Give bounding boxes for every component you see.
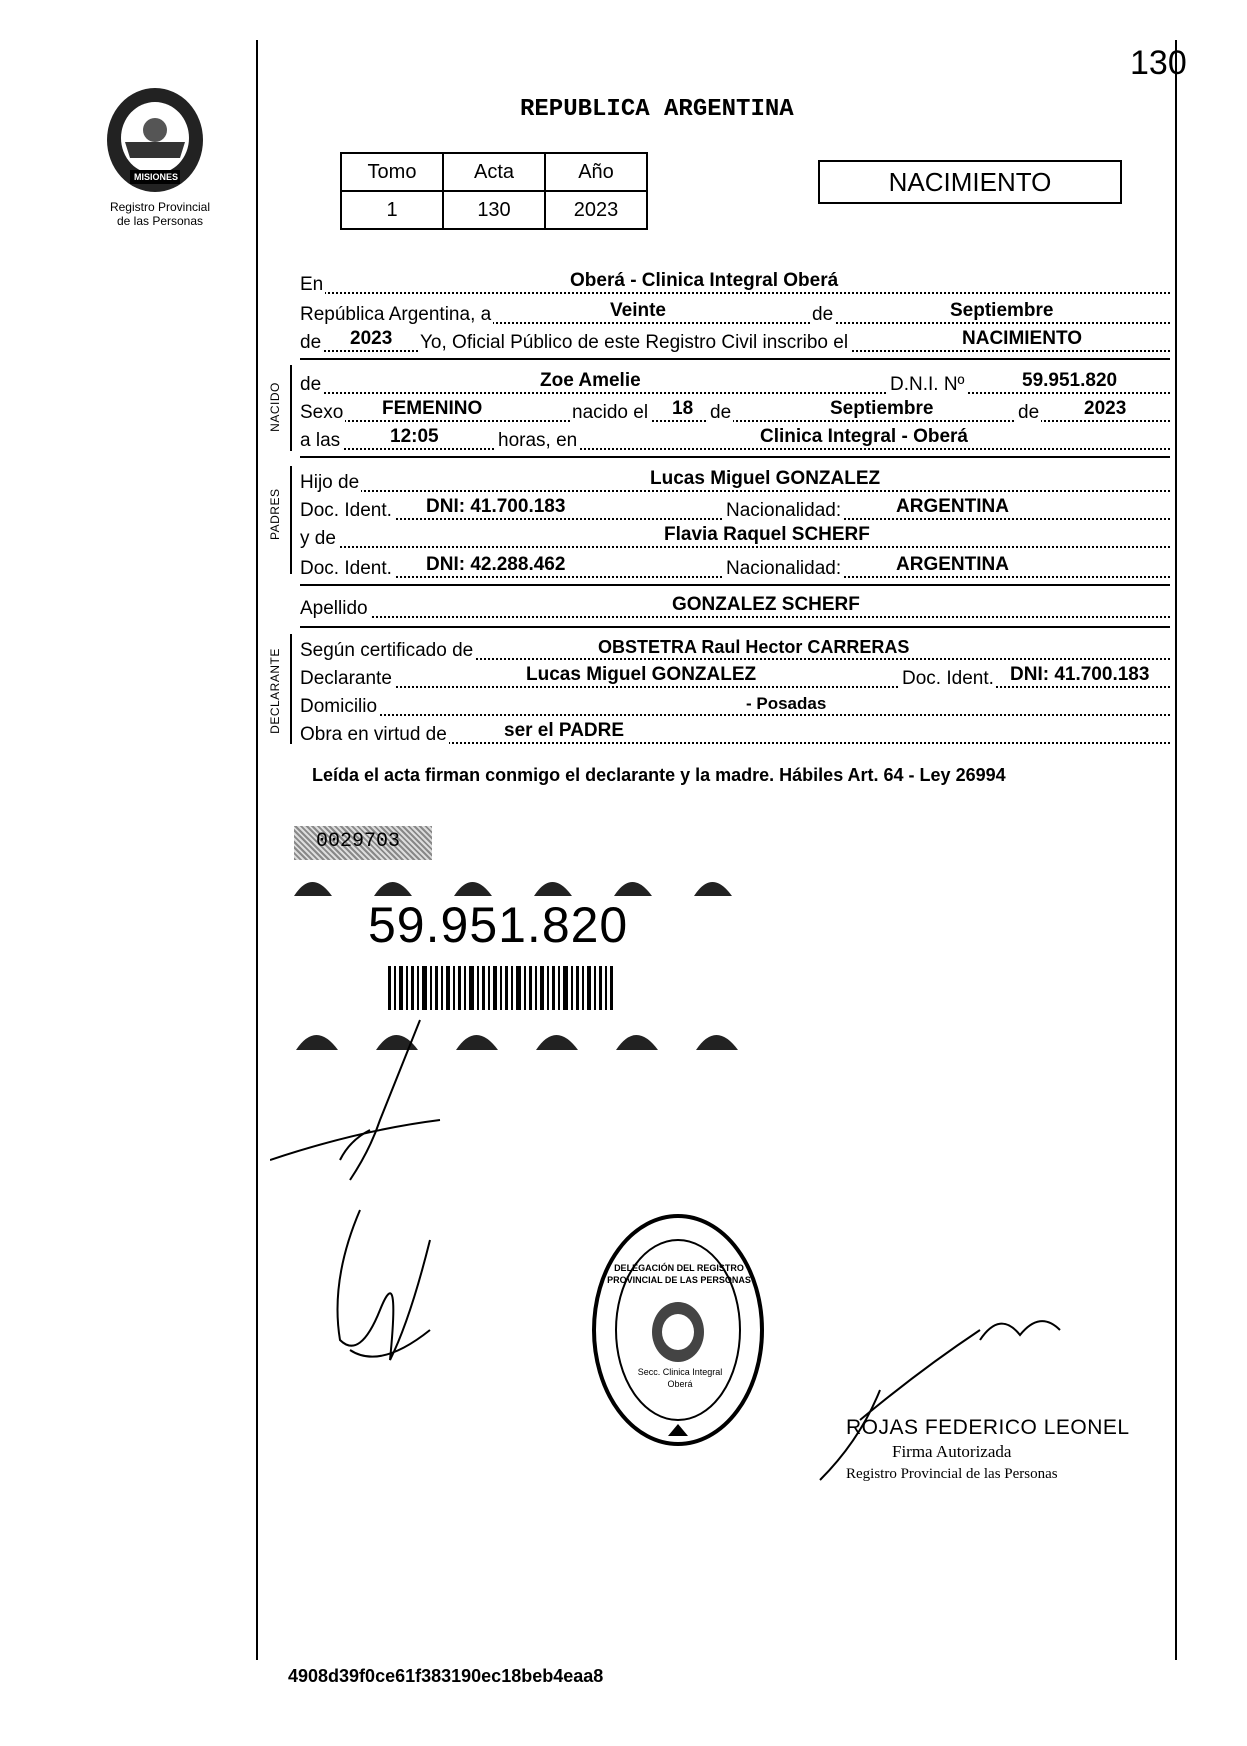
value-obra: ser el PADRE (504, 720, 625, 741)
statement-text: Yo, Oficial Público de este Registro Civil inscribo el (420, 332, 849, 353)
label-declarante: Declarante (300, 668, 392, 689)
divider-nacido (300, 456, 1170, 458)
label-obra: Obra en virtud de (300, 724, 447, 745)
section-declarante-label: DECLARANTE (268, 648, 282, 734)
logo-caption-2: de las Personas (116, 214, 204, 228)
label-horas-en: horas, en (498, 430, 578, 451)
row-nacido-sexo (300, 396, 1170, 426)
label-mother-doc: Doc. Ident. (300, 558, 392, 579)
value-event: NACIMIENTO (962, 328, 1082, 349)
row-obra (300, 718, 1170, 748)
row-mother-doc (300, 552, 1170, 582)
header-acta: Acta (443, 153, 545, 191)
seal-inner-text: Secc. Clinica Integral Oberá (637, 1367, 723, 1389)
signature-mother-icon (320, 1200, 450, 1370)
divider-apellido (300, 626, 1170, 628)
stamp-small-code: 0029703 (316, 830, 401, 853)
value-domicilio: - Posadas (746, 694, 827, 713)
row-en (300, 268, 1170, 298)
label-father-doc: Doc. Ident. (300, 500, 392, 521)
value-acta: 130 (443, 191, 545, 229)
official-registry: Registro Provincial de las Personas (846, 1466, 1058, 1482)
value-day: 18 (672, 398, 694, 419)
document-title: REPUBLICA ARGENTINA (520, 96, 794, 123)
logo-bottom-text: MISIONES (134, 172, 179, 182)
record-type-box: NACIMIENTO (818, 160, 1122, 204)
label-a-las: a las (300, 430, 341, 451)
label-en: En (300, 274, 324, 295)
ornament-top-icon (292, 868, 752, 898)
value-certificado: OBSTETRA Raul Hector CARRERAS (598, 637, 910, 657)
label-de: de (812, 304, 834, 325)
divider-padres (300, 584, 1170, 586)
label-decl-doc: Doc. Ident. (902, 668, 994, 689)
section-padres-label: PADRES (268, 488, 282, 540)
label-apellido: Apellido (300, 598, 368, 619)
label-de-name: de (300, 374, 322, 395)
value-ano: 2023 (545, 191, 647, 229)
value-tomo: 1 (341, 191, 443, 229)
header-tomo: Tomo (341, 153, 443, 191)
record-table (340, 152, 648, 230)
row-apellido (300, 592, 1170, 622)
value-decl-doc: DNI: 41.700.183 (1010, 664, 1150, 685)
value-child-dni: 59.951.820 (1022, 370, 1118, 391)
label-de-3: de (710, 402, 732, 423)
value-sexo: FEMENINO (382, 398, 483, 419)
page-number: 130 (1130, 44, 1187, 82)
label-de-4: de (1018, 402, 1040, 423)
row-year-statement (300, 326, 1170, 356)
province-logo (100, 80, 210, 195)
row-domicilio (300, 690, 1170, 720)
row-father-doc (300, 494, 1170, 524)
seal-ring-text: DELEGACIÓN DEL REGISTRO PROVINCIAL DE LAS PERSONAS (607, 1263, 751, 1285)
value-father-nat: ARGENTINA (896, 496, 1009, 517)
logo-caption-1: Registro Provincial (109, 200, 211, 214)
label-sexo: Sexo (300, 402, 344, 423)
value-year: 2023 (350, 328, 393, 349)
value-birth-month: Septiembre (830, 398, 934, 419)
padres-bracket (290, 466, 292, 574)
label-certificado: Según certificado de (300, 640, 474, 661)
document-hash: 4908d39f0ce61f383190ec18beb4eaa8 (288, 1666, 604, 1686)
left-margin-line (256, 40, 258, 1660)
divider-intro (300, 358, 1170, 360)
value-month: Septiembre (950, 300, 1054, 321)
label-nacido-el: nacido el (572, 402, 649, 423)
right-margin-line (1175, 40, 1177, 1660)
value-time: 12:05 (390, 426, 439, 447)
row-republica (300, 298, 1170, 328)
nacido-bracket (290, 365, 292, 451)
row-nacido-hora (300, 424, 1170, 454)
row-nacido-name (300, 368, 1170, 398)
value-child-name: Zoe Amelie (540, 370, 641, 391)
label-republica: República Argentina, a (300, 304, 492, 325)
declarante-bracket (290, 634, 292, 744)
label-dni: D.N.I. Nº (890, 374, 965, 395)
value-apellido: GONZALEZ SCHERF (672, 594, 860, 615)
official-name: ROJAS FEDERICO LEONEL (846, 1416, 1130, 1439)
row-declarante (300, 662, 1170, 692)
row-y-de (300, 522, 1170, 552)
value-father: Lucas Miguel GONZALEZ (650, 468, 881, 489)
label-y-de: y de (300, 528, 336, 549)
value-day-words: Veinte (610, 300, 666, 321)
signature-declarante-icon (270, 1000, 450, 1200)
row-certificado (300, 634, 1170, 664)
value-birth-place: Clinica Integral - Oberá (760, 426, 968, 447)
label-de2: de (300, 332, 322, 353)
value-mother-nat: ARGENTINA (896, 554, 1009, 575)
value-mother-doc: DNI: 42.288.462 (426, 554, 566, 575)
label-father-nat: Nacionalidad: (726, 500, 842, 521)
header-ano: Año (545, 153, 647, 191)
section-nacido-label: NACIDO (268, 382, 282, 432)
official-role: Firma Autorizada (892, 1442, 1012, 1461)
value-declarante: Lucas Miguel GONZALEZ (526, 664, 757, 685)
value-mother: Flavia Raquel SCHERF (664, 524, 870, 545)
label-hijo-de: Hijo de (300, 472, 360, 493)
value-birth-year: 2023 (1084, 398, 1127, 419)
official-seal-icon (588, 1210, 768, 1450)
row-hijo-de (300, 466, 1170, 496)
closing-note: Leída el acta firman conmigo el declarante y la madre. Hábiles Art. 64 - Ley 26994 (312, 765, 1006, 785)
label-mother-nat: Nacionalidad: (726, 558, 842, 579)
value-place: Oberá - Clinica Integral Oberá (570, 270, 839, 291)
label-domicilio: Domicilio (300, 696, 378, 717)
stamp-dni-big: 59.951.820 (368, 897, 629, 953)
value-father-doc: DNI: 41.700.183 (426, 496, 566, 517)
